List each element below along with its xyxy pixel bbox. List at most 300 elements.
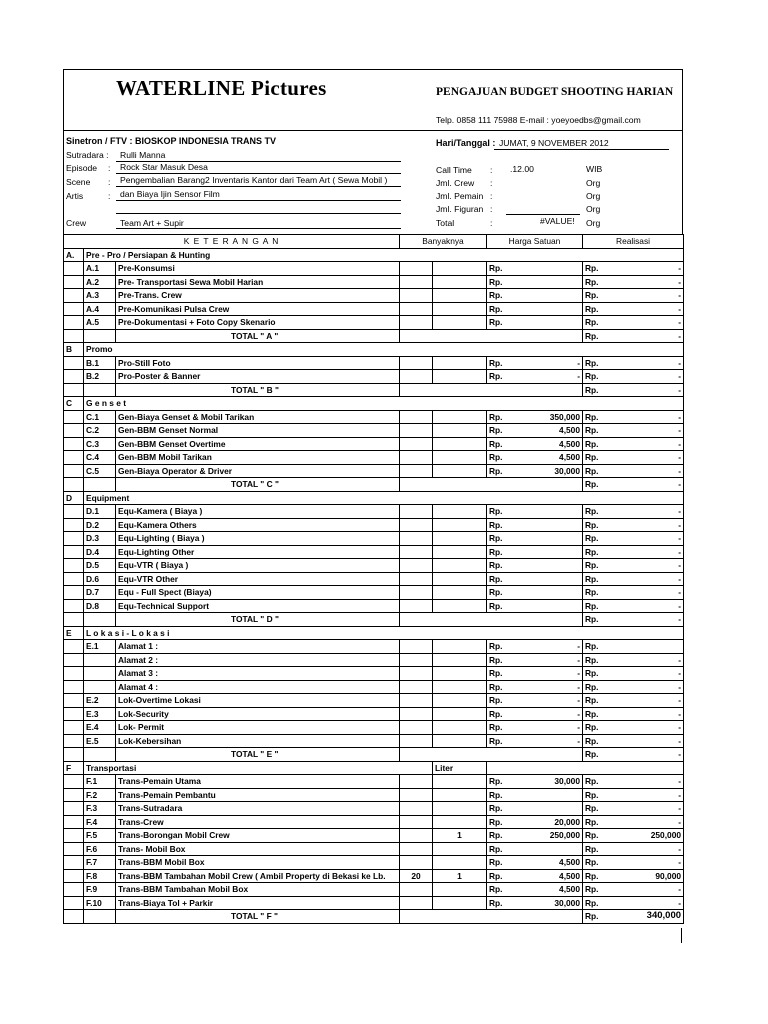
quantity-cell xyxy=(433,707,487,721)
liter-cell xyxy=(400,667,433,681)
quantity-cell xyxy=(433,316,487,330)
realisasi-currency: Rp. xyxy=(583,410,609,424)
episode-label: Episode xyxy=(66,163,98,173)
table-header-row xyxy=(64,235,684,249)
liter-cell xyxy=(400,599,433,613)
quantity-cell xyxy=(433,545,487,559)
unit-price-value xyxy=(513,545,583,559)
total-value: - xyxy=(609,748,684,762)
unit-price-currency: Rp. xyxy=(487,896,513,910)
item-label: Lok-Overtime Lokasi xyxy=(116,694,400,708)
call-time-colon: : xyxy=(490,165,493,175)
quantity-cell xyxy=(433,410,487,424)
table-row xyxy=(64,464,684,478)
item-code: F.3 xyxy=(84,802,116,816)
unit-price-value: - xyxy=(513,734,583,748)
total-row xyxy=(64,910,684,924)
item-code: E.5 xyxy=(84,734,116,748)
unit-price-currency: Rp. xyxy=(487,707,513,721)
table-row xyxy=(64,424,684,438)
quantity-cell xyxy=(433,680,487,694)
empty-cell xyxy=(64,356,84,370)
liter-cell xyxy=(400,518,433,532)
section-code: E xyxy=(64,626,84,640)
quantity-cell xyxy=(433,694,487,708)
quantity-cell xyxy=(433,437,487,451)
realisasi-value: - xyxy=(609,599,684,613)
section-row xyxy=(64,626,684,640)
item-code: C.4 xyxy=(84,451,116,465)
item-label: Pro-Poster & Banner xyxy=(116,370,400,384)
empty-cell xyxy=(64,451,84,465)
total-row xyxy=(64,748,684,762)
realisasi-value: - xyxy=(609,302,684,316)
quantity-cell xyxy=(433,370,487,384)
realisasi-value: - xyxy=(609,802,684,816)
sheet-header xyxy=(63,69,683,131)
unit-price-value xyxy=(513,788,583,802)
table-row xyxy=(64,586,684,600)
total-value: #VALUE! xyxy=(540,216,575,226)
jml-figuran-label: Jml. Figuran xyxy=(436,204,484,214)
realisasi-currency: Rp. xyxy=(583,518,609,532)
unit-price-value xyxy=(513,586,583,600)
realisasi-currency: Rp. xyxy=(583,505,609,519)
realisasi-currency: Rp. xyxy=(583,437,609,451)
section-row xyxy=(64,491,684,505)
item-code: D.7 xyxy=(84,586,116,600)
liter-cell xyxy=(400,707,433,721)
liter-cell xyxy=(400,559,433,573)
quantity-cell xyxy=(433,559,487,573)
item-label: Pre-Konsumsi xyxy=(116,262,400,276)
scene-value: Pengembalian Barang2 Inventaris Kantor dari Team Art ( Sewa Mobil ) xyxy=(120,175,388,185)
empty-cell xyxy=(64,748,84,762)
jml-figuran-unit: Org xyxy=(586,204,601,214)
liter-cell xyxy=(400,410,433,424)
realisasi-value: - xyxy=(609,694,684,708)
realisasi-currency: Rp. xyxy=(583,586,609,600)
empty-cell xyxy=(64,788,84,802)
quantity-cell xyxy=(433,842,487,856)
empty-cell xyxy=(64,545,84,559)
item-code: F.7 xyxy=(84,856,116,870)
realisasi-value: - xyxy=(609,586,684,600)
quantity-cell xyxy=(433,815,487,829)
realisasi-value xyxy=(609,640,684,654)
total-row xyxy=(64,613,684,627)
total-currency: Rp. xyxy=(583,478,609,492)
quantity-cell xyxy=(433,788,487,802)
unit-price-currency: Rp. xyxy=(487,829,513,843)
item-label: Pre- Transportasi Sewa Mobil Harian xyxy=(116,275,400,289)
section-row xyxy=(64,761,684,775)
item-code: A.3 xyxy=(84,289,116,303)
item-label: Equ-Lighting Other xyxy=(116,545,400,559)
liter-cell xyxy=(400,815,433,829)
unit-price-currency: Rp. xyxy=(487,667,513,681)
realisasi-value: - xyxy=(609,734,684,748)
empty-cell xyxy=(64,302,84,316)
quantity-cell xyxy=(433,289,487,303)
total-value: - xyxy=(609,478,684,492)
unit-price-value: 30,000 xyxy=(513,464,583,478)
item-code: E.3 xyxy=(84,707,116,721)
item-label: Alamat 2 : xyxy=(116,653,400,667)
item-label: Gen-Biaya Operator & Driver xyxy=(116,464,400,478)
empty-cell xyxy=(84,613,116,627)
section-label: Transportasi xyxy=(84,761,433,775)
table-row xyxy=(64,653,684,667)
item-code: F.6 xyxy=(84,842,116,856)
sheet-edge-mark xyxy=(681,928,682,943)
liter-cell xyxy=(400,572,433,586)
col-banyaknya: Banyaknya xyxy=(400,235,487,249)
unit-price-currency: Rp. xyxy=(487,775,513,789)
unit-price-value xyxy=(513,802,583,816)
realisasi-currency: Rp. xyxy=(583,896,609,910)
empty-cell xyxy=(64,869,84,883)
unit-price-value: - xyxy=(513,653,583,667)
item-code: E.4 xyxy=(84,721,116,735)
item-label: Trans-Crew xyxy=(116,815,400,829)
unit-price-value: - xyxy=(513,370,583,384)
item-label: Equ-Kamera Others xyxy=(116,518,400,532)
realisasi-value: - xyxy=(609,518,684,532)
empty-cell xyxy=(487,761,684,775)
quantity-cell xyxy=(433,518,487,532)
unit-price-currency: Rp. xyxy=(487,883,513,897)
sutradara-value: Rulli Manna xyxy=(120,150,166,160)
quantity-cell xyxy=(433,653,487,667)
table-row xyxy=(64,302,684,316)
section-label: Promo xyxy=(84,343,684,357)
table-row xyxy=(64,518,684,532)
item-code: D.6 xyxy=(84,572,116,586)
realisasi-currency: Rp. xyxy=(583,532,609,546)
empty-cell xyxy=(64,613,84,627)
item-code: D.5 xyxy=(84,559,116,573)
item-code: F.8 xyxy=(84,869,116,883)
unit-price-currency: Rp. xyxy=(487,734,513,748)
section-label: Equipment xyxy=(84,491,684,505)
quantity-cell xyxy=(433,572,487,586)
unit-price-currency: Rp. xyxy=(487,464,513,478)
artis-value: dan Biaya Ijin Sensor Film xyxy=(120,189,220,199)
realisasi-currency: Rp. xyxy=(583,653,609,667)
item-label: Lok-Kebersihan xyxy=(116,734,400,748)
table-row xyxy=(64,370,684,384)
empty-cell xyxy=(64,680,84,694)
unit-price-value xyxy=(513,518,583,532)
table-row xyxy=(64,599,684,613)
item-code: D.4 xyxy=(84,545,116,559)
hari-label: Hari/Tanggal : xyxy=(436,138,496,148)
realisasi-currency: Rp. xyxy=(583,572,609,586)
item-label: Equ-Kamera ( Biaya ) xyxy=(116,505,400,519)
liter-cell xyxy=(400,802,433,816)
total-label: TOTAL " C " xyxy=(116,478,400,492)
col-harga-satuan: Harga Satuan xyxy=(487,235,583,249)
item-label: Alamat 1 : xyxy=(116,640,400,654)
realisasi-currency: Rp. xyxy=(583,707,609,721)
liter-cell xyxy=(400,640,433,654)
empty-cell xyxy=(64,802,84,816)
empty-cell xyxy=(64,775,84,789)
item-code: C.1 xyxy=(84,410,116,424)
table-row xyxy=(64,680,684,694)
quantity-cell xyxy=(433,883,487,897)
table-row xyxy=(64,640,684,654)
total-currency: Rp. xyxy=(583,910,609,924)
unit-price-value xyxy=(513,559,583,573)
scene-colon: : xyxy=(108,177,111,187)
empty-cell xyxy=(64,842,84,856)
item-label: Lok- Permit xyxy=(116,721,400,735)
realisasi-currency: Rp. xyxy=(583,869,609,883)
empty-cell xyxy=(84,910,116,924)
unit-price-currency: Rp. xyxy=(487,856,513,870)
empty-cell xyxy=(64,262,84,276)
unit-price-value xyxy=(513,289,583,303)
total-currency: Rp. xyxy=(583,613,609,627)
unit-price-currency: Rp. xyxy=(487,424,513,438)
unit-price-currency: Rp. xyxy=(487,370,513,384)
liter-cell xyxy=(400,505,433,519)
liter-cell xyxy=(400,316,433,330)
unit-price-currency: Rp. xyxy=(487,721,513,735)
liter-cell xyxy=(400,289,433,303)
unit-price-currency: Rp. xyxy=(487,356,513,370)
empty-cell xyxy=(64,694,84,708)
unit-price-currency: Rp. xyxy=(487,532,513,546)
quantity-cell xyxy=(433,856,487,870)
realisasi-currency: Rp. xyxy=(583,545,609,559)
empty-cell xyxy=(64,329,84,343)
realisasi-value: - xyxy=(609,532,684,546)
liter-cell xyxy=(400,829,433,843)
unit-price-currency: Rp. xyxy=(487,289,513,303)
realisasi-value: - xyxy=(609,505,684,519)
item-label: Gen-BBM Genset Normal xyxy=(116,424,400,438)
unit-price-currency: Rp. xyxy=(487,842,513,856)
empty-cell xyxy=(64,437,84,451)
empty-cell xyxy=(64,572,84,586)
item-code: B.1 xyxy=(84,356,116,370)
quantity-cell xyxy=(433,721,487,735)
realisasi-value: - xyxy=(609,883,684,897)
realisasi-currency: Rp. xyxy=(583,734,609,748)
empty-cell xyxy=(400,329,583,343)
production-info xyxy=(63,130,683,234)
item-code: B.2 xyxy=(84,370,116,384)
liter-cell xyxy=(400,302,433,316)
quantity-cell: 1 xyxy=(433,829,487,843)
item-label: Trans-Sutradara xyxy=(116,802,400,816)
realisasi-value: - xyxy=(609,451,684,465)
unit-price-value xyxy=(513,532,583,546)
table-row xyxy=(64,532,684,546)
total-label: TOTAL " B " xyxy=(116,383,400,397)
quantity-cell: 1 xyxy=(433,869,487,883)
budget-table xyxy=(63,234,684,924)
item-label: Equ - Full Spect (Biaya) xyxy=(116,586,400,600)
quantity-cell xyxy=(433,586,487,600)
item-code: D.8 xyxy=(84,599,116,613)
total-currency: Rp. xyxy=(583,383,609,397)
unit-price-value: 20,000 xyxy=(513,815,583,829)
realisasi-value: - xyxy=(609,464,684,478)
call-time-unit: WIB xyxy=(586,164,603,174)
section-row xyxy=(64,397,684,411)
empty-cell xyxy=(64,478,84,492)
item-code xyxy=(84,653,116,667)
table-row xyxy=(64,775,684,789)
section-row xyxy=(64,343,684,357)
liter-cell xyxy=(400,694,433,708)
empty-cell xyxy=(64,532,84,546)
table-row xyxy=(64,734,684,748)
unit-price-value: - xyxy=(513,707,583,721)
liter-cell xyxy=(400,680,433,694)
realisasi-currency: Rp. xyxy=(583,289,609,303)
realisasi-currency: Rp. xyxy=(583,599,609,613)
realisasi-value: - xyxy=(609,424,684,438)
total-label: TOTAL " A " xyxy=(116,329,400,343)
item-code: F.5 xyxy=(84,829,116,843)
realisasi-value: - xyxy=(609,262,684,276)
realisasi-value: - xyxy=(609,437,684,451)
table-row xyxy=(64,545,684,559)
item-code: F.9 xyxy=(84,883,116,897)
empty-cell xyxy=(64,424,84,438)
crew-label: Crew xyxy=(66,218,87,228)
budget-sheet xyxy=(63,69,683,929)
unit-price-currency: Rp. xyxy=(487,451,513,465)
realisasi-currency: Rp. xyxy=(583,788,609,802)
realisasi-value: - xyxy=(609,842,684,856)
col-keterangan: K E T E R A N G A N xyxy=(64,235,400,249)
unit-price-value: 250,000 xyxy=(513,829,583,843)
jml-figuran-colon: : xyxy=(490,204,493,214)
unit-price-currency: Rp. xyxy=(487,302,513,316)
liter-cell xyxy=(400,856,433,870)
item-label: Trans-Pemain Pembantu xyxy=(116,788,400,802)
realisasi-value: - xyxy=(609,775,684,789)
item-label: Lok-Security xyxy=(116,707,400,721)
unit-price-currency: Rp. xyxy=(487,815,513,829)
jml-pemain-label: Jml. Pemain xyxy=(436,191,484,201)
sutradara-label: Sutradara : xyxy=(66,150,109,160)
item-label: Pro-Still Foto xyxy=(116,356,400,370)
section-code: C xyxy=(64,397,84,411)
item-label: Trans- Mobil Box xyxy=(116,842,400,856)
realisasi-currency: Rp. xyxy=(583,275,609,289)
realisasi-currency: Rp. xyxy=(583,640,609,654)
item-label: Equ-Technical Support xyxy=(116,599,400,613)
total-label: TOTAL " F " xyxy=(116,910,400,924)
total-row xyxy=(64,329,684,343)
unit-price-value: 4,500 xyxy=(513,451,583,465)
realisasi-value: - xyxy=(609,721,684,735)
realisasi-currency: Rp. xyxy=(583,856,609,870)
empty-cell xyxy=(84,329,116,343)
realisasi-value: - xyxy=(609,559,684,573)
liter-cell xyxy=(400,437,433,451)
episode-value: Rock Star Masuk Desa xyxy=(120,162,208,172)
realisasi-value: - xyxy=(609,545,684,559)
liter-cell xyxy=(400,424,433,438)
table-row xyxy=(64,896,684,910)
item-label: Gen-Biaya Genset & Mobil Tarikan xyxy=(116,410,400,424)
unit-price-currency: Rp. xyxy=(487,586,513,600)
unit-price-value: 4,500 xyxy=(513,883,583,897)
realisasi-value: - xyxy=(609,815,684,829)
unit-price-value: 30,000 xyxy=(513,896,583,910)
empty-cell xyxy=(64,383,84,397)
item-label: Gen-BBM Mobil Tarikan xyxy=(116,451,400,465)
item-code xyxy=(84,667,116,681)
call-time-label: Call Time xyxy=(436,165,472,175)
total-row xyxy=(64,383,684,397)
empty-cell xyxy=(64,707,84,721)
realisasi-value: - xyxy=(609,356,684,370)
quantity-cell xyxy=(433,599,487,613)
item-code: C.2 xyxy=(84,424,116,438)
unit-price-currency: Rp. xyxy=(487,802,513,816)
liter-header: Liter xyxy=(433,761,487,775)
unit-price-value: 4,500 xyxy=(513,856,583,870)
table-row xyxy=(64,289,684,303)
realisasi-value: - xyxy=(609,572,684,586)
empty-cell xyxy=(64,815,84,829)
table-row xyxy=(64,262,684,276)
empty-cell xyxy=(64,505,84,519)
empty-cell xyxy=(64,559,84,573)
realisasi-currency: Rp. xyxy=(583,842,609,856)
quantity-cell xyxy=(433,262,487,276)
section-code: F xyxy=(64,761,84,775)
section-label: G e n s e t xyxy=(84,397,684,411)
quantity-cell xyxy=(433,640,487,654)
quantity-cell xyxy=(433,775,487,789)
jml-crew-unit: Org xyxy=(586,178,601,188)
total-value: - xyxy=(609,383,684,397)
realisasi-currency: Rp. xyxy=(583,464,609,478)
item-label: Trans-BBM Tambahan Mobil Crew ( Ambil Property di Bekasi ke Lb. xyxy=(116,869,400,883)
table-row xyxy=(64,869,684,883)
table-row xyxy=(64,275,684,289)
unit-price-currency: Rp. xyxy=(487,316,513,330)
total-currency: Rp. xyxy=(583,329,609,343)
table-row xyxy=(64,802,684,816)
empty-cell xyxy=(64,667,84,681)
quantity-cell xyxy=(433,505,487,519)
empty-cell xyxy=(400,748,583,762)
liter-cell xyxy=(400,586,433,600)
unit-price-value: - xyxy=(513,721,583,735)
unit-price-value: 4,500 xyxy=(513,437,583,451)
table-row xyxy=(64,316,684,330)
unit-price-value xyxy=(513,572,583,586)
table-row xyxy=(64,667,684,681)
realisasi-value: - xyxy=(609,275,684,289)
realisasi-currency: Rp. xyxy=(583,775,609,789)
item-label: Equ-VTR ( Biaya ) xyxy=(116,559,400,573)
unit-price-value xyxy=(513,302,583,316)
unit-price-value xyxy=(513,316,583,330)
realisasi-value: - xyxy=(609,856,684,870)
